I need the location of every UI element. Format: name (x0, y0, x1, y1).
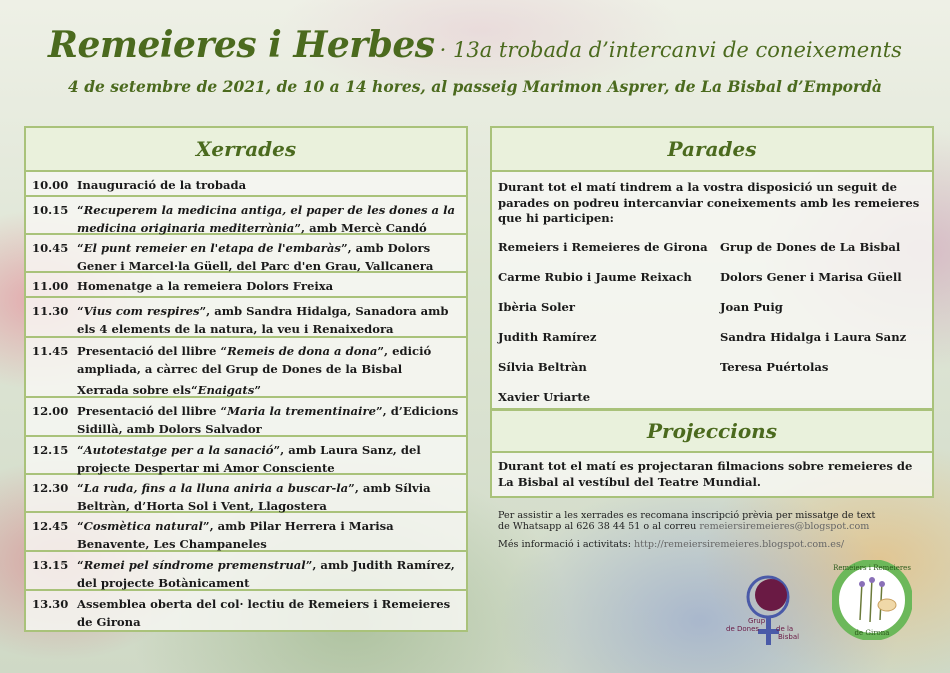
event-details: 4 de setembre de 2021, de 10 a 14 hores, al passeig Marimon Asprer, de La Bisbal d’Empordà (68, 77, 882, 96)
talk-title: Cosmètica natural (83, 519, 203, 533)
talk-text: “ (77, 443, 84, 457)
talk-text: ”, amb Pilar Herrera i Marisa Benavente, Les Champaneles (77, 519, 394, 551)
talk-text: Inauguració de la trobada (77, 178, 247, 192)
talk-text: ”, amb Judith Ramírez, del projecte Botànicament (77, 558, 455, 590)
talk-title: La ruda, fins a la lluna aniria a buscar-la (83, 481, 349, 495)
xerrades-panel (24, 126, 468, 632)
talk-row (26, 235, 466, 273)
talk-description (77, 176, 246, 195)
talk-text: ” (254, 383, 261, 397)
talk-row (26, 172, 466, 197)
talk-title: Autotestatge per a la sanació (83, 443, 274, 457)
talk-text: “ (77, 519, 84, 533)
parades-intro: Durant tot el matí tindrem a la vostra disposició un seguit de parades on podreu intercanviar coneixements amb les remeieres que hi participen: (498, 180, 920, 225)
participants-list (498, 240, 926, 406)
talk-text: ”, d’Edicions Sidillà, amb Dolors Salvador (77, 404, 459, 436)
talk-time: 11.00 (32, 279, 69, 293)
talk-row (26, 437, 466, 475)
talk-time: 13.30 (32, 597, 69, 611)
participant: Joan Puig (720, 299, 783, 314)
svg-text:de Girona: de Girona (854, 629, 890, 637)
talk-time: 10.45 (32, 241, 69, 255)
talk-title: Maria la trementinaire (227, 404, 376, 418)
talk-text: “ (77, 203, 84, 217)
projeccions-text: Durant tot el matí es projectaran filmacions sobre remeieres de La Bisbal al vestíbul del Teatre Mundial. (498, 459, 913, 489)
svg-text:Remeiers i Remeieres: Remeiers i Remeieres (833, 564, 911, 572)
talk-text: ”, amb Sandra Hidalga, Sanadora amb els 4 elements de la natura, la veu i Renaixedora (77, 304, 449, 336)
talk-title: Vius com respires (83, 304, 200, 318)
projeccions-heading: Projeccions (492, 411, 932, 453)
svg-text:Grup: Grup (748, 617, 766, 625)
talk-title: Enaigats (197, 383, 255, 397)
title-edition: · 13a trobada d’intercanvi de coneixements (439, 38, 902, 62)
talk-time: 12.15 (32, 443, 69, 457)
talk-text: “ (77, 304, 84, 318)
talk-description (77, 479, 460, 511)
talk-row (26, 475, 466, 513)
talk-description (77, 517, 460, 550)
talk-description (77, 277, 333, 296)
talk-time: 10.15 (32, 203, 69, 217)
talk-title: Recuperem la medicina antiga, el paper de les dones a la medicina originaria mediterrània (77, 203, 455, 235)
talk-time: 12.00 (32, 404, 69, 418)
participant: Ibèria Soler (498, 299, 575, 314)
talk-row (26, 197, 466, 235)
svg-text:de la: de la (776, 625, 794, 633)
participant: Xavier Uriarte (498, 389, 591, 404)
talk-text: ”, amb Dolors Gener i Marcel·la Güell, del Parc d'en Grau, Vallcanera (77, 241, 434, 273)
talk-title: El punt remeier en l'etapa de l'embaràs (83, 241, 341, 255)
talk-row (26, 273, 466, 298)
talk-description (77, 342, 460, 396)
talk-description (77, 201, 460, 233)
xerrades-heading: Xerrades (26, 128, 466, 172)
talk-row (26, 513, 466, 552)
participant: Remeiers i Remeieres de Girona (498, 239, 708, 254)
talk-description (77, 441, 460, 473)
talk-row (26, 398, 466, 437)
email-link[interactable]: remeiersiremeieres@blogspot.com (699, 521, 870, 532)
talk-text: “ (77, 481, 84, 495)
talk-description (77, 239, 460, 271)
talk-title: Remei pel síndrome premenstrual (83, 558, 306, 572)
svg-text:Bisbal: Bisbal (778, 633, 800, 641)
talk-row (26, 591, 466, 630)
participant: Dolors Gener i Marisa Güell (720, 269, 902, 284)
grup-dones-logo (726, 573, 816, 648)
talk-time: 11.45 (32, 344, 69, 358)
blog-link[interactable]: http://remeiersiremeieres.blogspot.com.es/ (633, 539, 845, 550)
talk-text: ”, amb Mercè Candó (294, 221, 427, 235)
projeccions-panel (490, 409, 934, 498)
talk-row (26, 338, 466, 398)
talk-text: ”, amb Sílvia Beltràn, d’Horta Sol i Vent, Llagostera (77, 481, 431, 513)
registration-line2: de Whatsapp al 626 38 44 51 o al correu (498, 521, 700, 532)
participant: Teresa Puértolas (720, 359, 829, 374)
participant: Judith Ramírez (498, 329, 597, 344)
participant: Grup de Dones de La Bisbal (720, 239, 901, 254)
talk-time: 12.30 (32, 481, 69, 495)
parades-panel (490, 126, 934, 410)
talk-text: ”, amb Laura Sanz, del projecte Despertar mi Amor Consciente (77, 443, 421, 475)
talk-title: Remeis de dona a dona (227, 344, 378, 358)
info-block (498, 510, 875, 550)
talk-description (77, 402, 460, 435)
registration-line1: Per assistir a les xerrades es recomana inscripció prèvia per missatge de text (498, 510, 876, 521)
talk-row (26, 552, 466, 591)
talk-text: Xerrada sobre els“ (77, 383, 198, 397)
talk-time: 10.00 (32, 178, 69, 192)
talk-description (77, 595, 460, 630)
poster-title (0, 24, 950, 66)
talk-text: Assemblea oberta del col· lectiu de Remeiers i Remeieres de Girona (77, 597, 451, 629)
talk-time: 13.15 (32, 558, 69, 572)
talk-text: “ (77, 558, 84, 572)
more-info-label: Més informació i activitats: (498, 539, 634, 550)
talk-text: Presentació del llibre “ (77, 404, 228, 418)
talk-text: Presentació del llibre “ (77, 344, 228, 358)
participant: Sílvia Beltràn (498, 359, 587, 374)
talk-text: “ (77, 241, 84, 255)
participant: Sandra Hidalga i Laura Sanz (720, 329, 907, 344)
talk-text: Homenatge a la remeiera Dolors Freixa (77, 279, 334, 293)
talk-text: ”, edició ampliada, a càrrec del Grup de Dones de la Bisbal (77, 344, 432, 376)
svg-text:de Dones: de Dones (726, 625, 760, 633)
parades-heading: Parades (492, 128, 932, 172)
title-main: Remeieres i Herbes (48, 24, 435, 66)
talk-description (77, 302, 460, 336)
talk-description (77, 556, 460, 589)
participant: Carme Rubio i Jaume Reixach (498, 269, 692, 284)
talk-row (26, 298, 466, 338)
talk-time: 11.30 (32, 304, 69, 318)
remeiers-girona-logo (832, 560, 912, 640)
talk-time: 12.45 (32, 519, 69, 533)
